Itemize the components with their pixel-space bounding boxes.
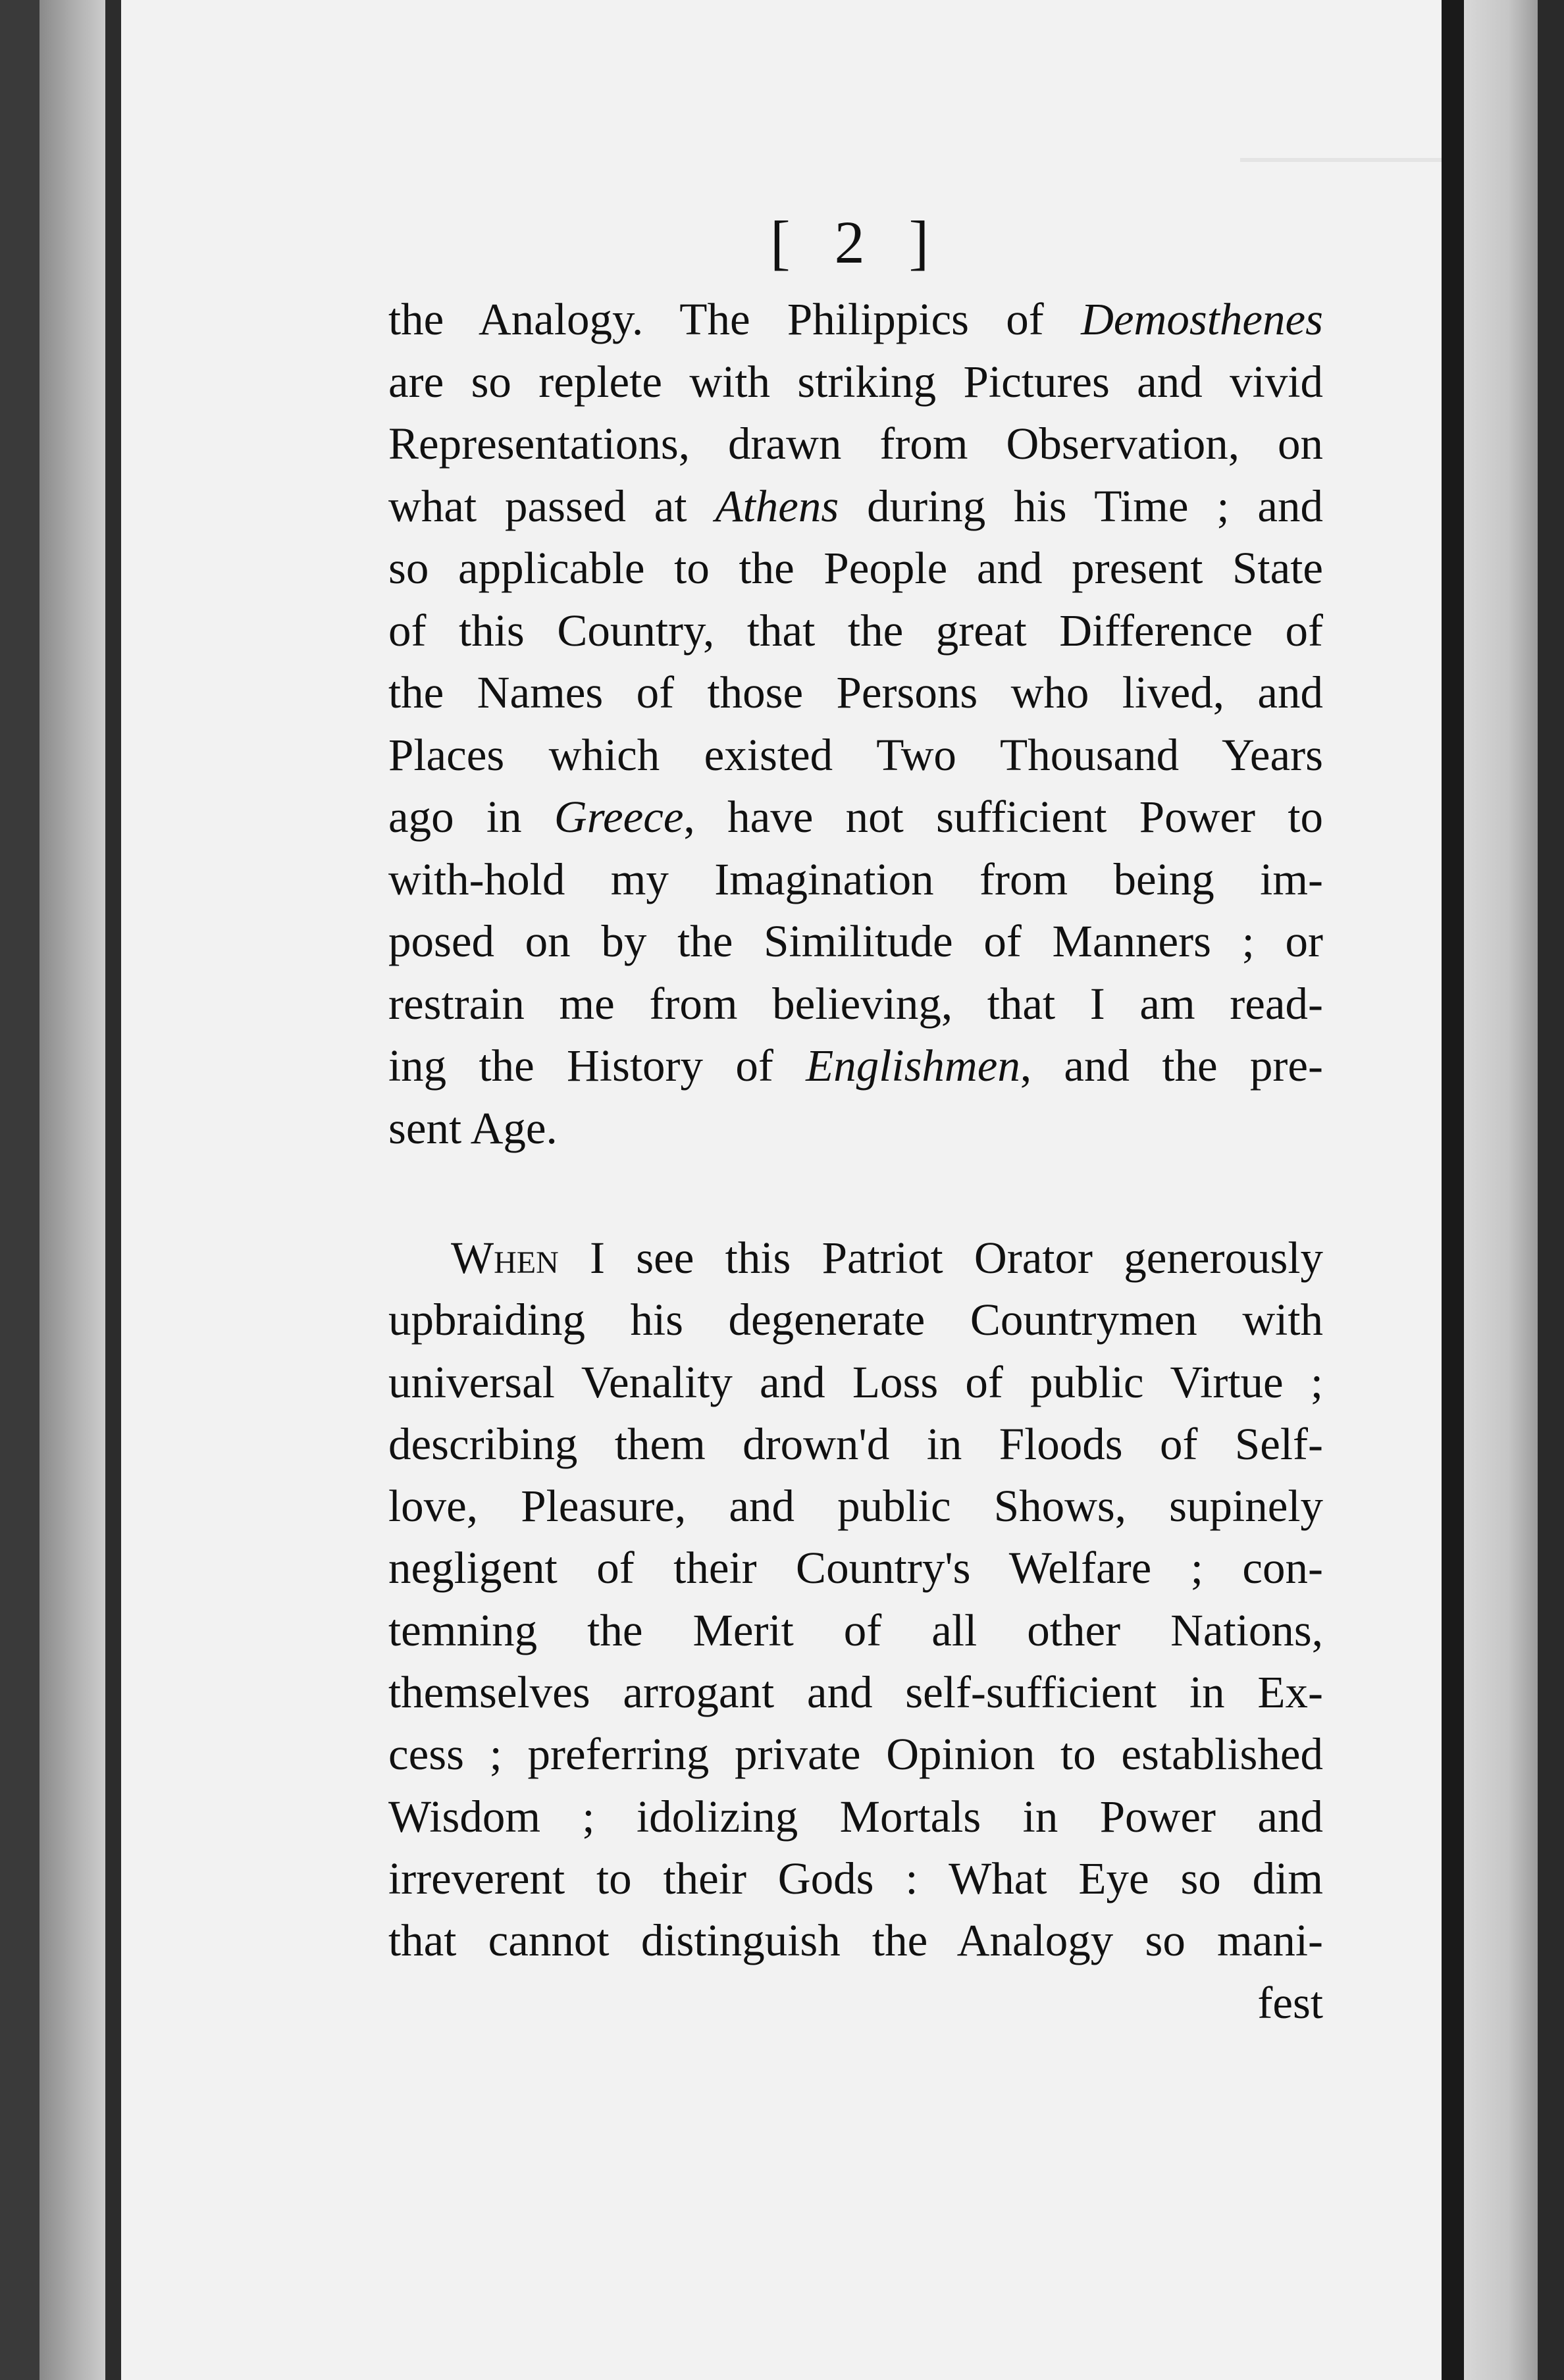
body-text — [388, 288, 1323, 2034]
text-line: what passed at Athens during his Time ; and — [388, 480, 1323, 531]
page-number: [ 2 ] — [770, 209, 944, 276]
text-line: so applicable to the People and present State — [388, 543, 1323, 593]
paragraph-1 — [388, 288, 1323, 1159]
text-line: upbraiding his degenerate Countrymen with — [388, 1295, 1323, 1345]
text-line: negligent of their Country's Welfare ; con- — [388, 1543, 1323, 1593]
text-line: sent Age. — [388, 1102, 558, 1153]
left-scan-border — [0, 0, 39, 2380]
italic-name: Demosthenes — [1081, 294, 1323, 344]
text-line: the Names of those Persons who lived, and — [388, 667, 1323, 717]
lead-word: When — [451, 1233, 559, 1283]
left-shadow — [105, 0, 121, 2380]
right-scan-border — [1538, 0, 1564, 2380]
text-line: When I see this Patriot Orator generously — [451, 1233, 1323, 1283]
text-line: restrain me from believing, that I am read- — [388, 978, 1323, 1029]
next-page-edge — [1464, 0, 1538, 2380]
binding-gutter — [1442, 0, 1464, 2380]
text-line: Wisdom ; idolizing Mortals in Power and — [388, 1791, 1323, 1842]
text-line: posed on by the Similitude of Manners ; or — [388, 916, 1323, 966]
text-line: universal Venality and Loss of public Virtue ; — [388, 1357, 1323, 1407]
paragraph-gap — [388, 1159, 1323, 1227]
text-line: with-hold my Imagination from being im- — [388, 854, 1323, 904]
text-line: describing them drown'd in Floods of Self- — [388, 1418, 1323, 1469]
catchword: fest — [1257, 1977, 1323, 2028]
text-line: the Analogy. The Philippics of Demosthenes — [388, 294, 1323, 344]
previous-page-edge — [39, 0, 112, 2380]
text-line: irreverent to their Gods : What Eye so dim — [388, 1853, 1323, 1903]
text-line: of this Country, that the great Difference of — [388, 605, 1323, 656]
paragraph-2 — [388, 1227, 1323, 2034]
text-line: are so replete with striking Pictures and vivid — [388, 356, 1323, 407]
italic-name: Greece — [554, 792, 684, 842]
italic-name: Athens — [715, 480, 839, 531]
text-line: ago in Greece, have not sufficient Power to — [388, 792, 1323, 842]
italic-name: Englishmen — [806, 1041, 1020, 1091]
text-line: Places which existed Two Thousand Years — [388, 729, 1323, 780]
text-line: love, Pleasure, and public Shows, supinely — [388, 1481, 1323, 1532]
text-line: that cannot distinguish the Analogy so mani- — [388, 1915, 1323, 1966]
text-line: ing the History of Englishmen, and the pre- — [388, 1041, 1323, 1091]
text-line: themselves arrogant and self-sufficient in Ex- — [388, 1667, 1323, 1718]
text-line: temning the Merit of all other Nations, — [388, 1605, 1323, 1655]
text-line: cess ; preferring private Opinion to established — [388, 1729, 1323, 1780]
text-line: Representations, drawn from Observation, on — [388, 419, 1323, 469]
